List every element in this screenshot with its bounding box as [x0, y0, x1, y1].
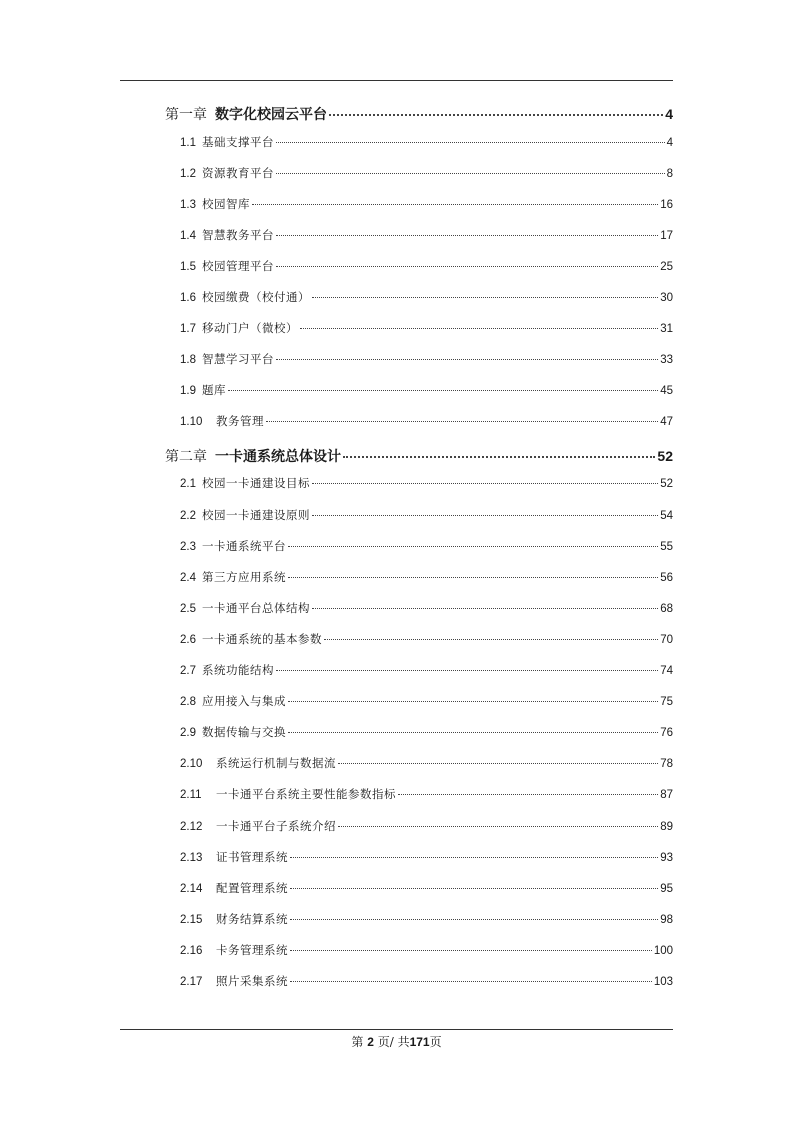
dot-leader — [276, 659, 658, 672]
dot-leader — [288, 565, 658, 578]
page-footer — [0, 1033, 793, 1050]
toc-section-entry[interactable] — [180, 568, 673, 585]
section-number: 2.17 — [180, 976, 203, 988]
page-number: 76 — [660, 727, 673, 740]
dot-leader — [276, 130, 665, 143]
toc-section-entry[interactable] — [180, 133, 673, 150]
toc-section-entry[interactable] — [180, 506, 673, 523]
chapter-label: 第一章 — [165, 107, 207, 123]
chapter-title: 一卡通系统总体设计 — [215, 448, 341, 465]
dot-leader — [290, 970, 652, 983]
dot-leader — [312, 503, 658, 516]
dot-leader — [300, 317, 658, 330]
toc-section-entry[interactable] — [180, 413, 673, 430]
dot-leader — [324, 627, 658, 640]
section-title: 移动门户（微校） — [202, 321, 298, 336]
section-title: 资源教育平台 — [202, 165, 274, 180]
section-number: 1.7 — [180, 323, 196, 336]
section-number: 2.8 — [180, 696, 196, 709]
section-number: 1.6 — [180, 292, 196, 304]
toc-section-entry[interactable] — [180, 475, 673, 492]
page-number: 33 — [660, 354, 673, 367]
page-number: 68 — [660, 602, 673, 615]
dot-leader — [288, 534, 658, 547]
section-number: 2.4 — [180, 571, 196, 584]
toc-chapter-entry[interactable] — [165, 445, 673, 466]
page-number: 4 — [666, 136, 673, 149]
toc-section-entry[interactable] — [180, 537, 673, 554]
toc-section-entry[interactable] — [180, 226, 673, 243]
page-number: 45 — [660, 385, 673, 398]
section-number: 1.5 — [180, 260, 196, 273]
page-number: 4 — [665, 106, 673, 122]
toc-section-entry[interactable] — [180, 786, 673, 803]
toc-section-entry[interactable] — [180, 257, 673, 274]
toc-section-entry[interactable] — [180, 164, 673, 181]
toc-section-entry[interactable] — [180, 817, 673, 834]
section-title: 校园缴费（校付通） — [202, 290, 310, 304]
toc-section-entry[interactable] — [180, 662, 673, 679]
page-number: 31 — [660, 323, 673, 336]
page-number: 55 — [660, 540, 673, 553]
dot-leader — [228, 379, 658, 392]
section-number: 2.6 — [180, 633, 196, 646]
section-title: 教务管理 — [216, 414, 264, 429]
chapter-label: 第二章 — [165, 448, 207, 465]
section-title: 校园一卡通建设目标 — [202, 476, 310, 491]
dot-leader — [288, 721, 658, 734]
toc-chapter-entry[interactable] — [165, 103, 673, 124]
toc-section-entry[interactable] — [180, 755, 673, 772]
toc-section-entry[interactable] — [180, 693, 673, 710]
section-number: 2.2 — [180, 509, 196, 522]
page-number: 8 — [666, 167, 673, 180]
dot-leader — [398, 783, 658, 796]
dot-leader — [276, 254, 658, 267]
page-number: 25 — [660, 260, 673, 273]
dot-leader — [276, 348, 658, 361]
section-number: 1.1 — [180, 136, 196, 149]
toc-section-entry[interactable] — [180, 724, 673, 741]
section-number: 2.1 — [180, 478, 196, 491]
section-title: 校园智库 — [202, 196, 250, 211]
footer-prefix: 第 — [351, 1035, 364, 1049]
page-number: 93 — [660, 851, 673, 864]
footer-suffix: 页 — [429, 1035, 442, 1049]
dot-leader — [276, 223, 658, 236]
page-number: 54 — [660, 509, 673, 522]
toc-section-entry[interactable] — [180, 879, 673, 896]
current-page-number: 2 — [367, 1035, 374, 1049]
footer-middle: 页/ 共 — [377, 1035, 410, 1049]
page-number: 56 — [660, 571, 673, 584]
section-title: 证书管理系统 — [216, 849, 288, 864]
page-number: 52 — [657, 447, 673, 464]
toc-section-entry[interactable] — [180, 941, 673, 958]
section-number: 1.8 — [180, 354, 196, 367]
header-rule — [120, 80, 673, 81]
section-number: 1.3 — [180, 198, 196, 211]
section-title: 题库 — [202, 383, 226, 398]
page-number: 16 — [660, 198, 673, 211]
page-number: 74 — [660, 665, 673, 677]
page-number: 87 — [660, 789, 673, 802]
section-number: 2.9 — [180, 727, 196, 740]
section-title: 校园一卡通建设原则 — [202, 507, 310, 522]
chapter-title: 数字化校园云平台 — [215, 107, 327, 123]
dot-leader — [290, 907, 658, 920]
page-number: 100 — [653, 944, 673, 957]
section-number: 2.15 — [180, 913, 203, 926]
toc-section-entry[interactable] — [180, 599, 673, 616]
page-number: 98 — [660, 913, 673, 926]
toc-section-entry[interactable] — [180, 630, 673, 647]
page-number: 52 — [660, 478, 673, 491]
section-number: 2.5 — [180, 602, 196, 615]
page-number: 75 — [660, 696, 673, 709]
section-number: 2.16 — [180, 944, 203, 957]
toc-section-entry[interactable] — [180, 351, 673, 368]
dot-leader — [290, 876, 658, 889]
section-title: 数据传输与交换 — [202, 725, 286, 740]
section-title: 基础支撑平台 — [202, 134, 274, 149]
dot-leader — [338, 814, 658, 827]
toc-section-entry[interactable] — [180, 848, 673, 865]
total-pages: 171 — [409, 1035, 430, 1049]
toc-section-entry[interactable] — [180, 382, 673, 399]
section-number: 2.3 — [180, 540, 196, 553]
toc-section-entry[interactable] — [180, 973, 673, 990]
page-number: 17 — [660, 229, 673, 242]
toc-section-entry[interactable] — [180, 910, 673, 927]
page-number: 70 — [660, 633, 673, 646]
section-number: 2.12 — [180, 820, 203, 833]
dot-leader — [290, 938, 652, 951]
dot-leader — [276, 161, 665, 174]
section-title: 照片采集系统 — [216, 974, 288, 988]
section-title: 第三方应用系统 — [202, 569, 286, 584]
dot-leader — [266, 410, 658, 423]
section-number: 1.10 — [180, 416, 203, 429]
section-title: 校园管理平台 — [202, 258, 274, 273]
page-number: 30 — [660, 292, 673, 304]
dot-leader — [343, 442, 655, 458]
dot-leader — [288, 690, 658, 703]
section-title: 系统功能结构 — [202, 663, 274, 677]
section-title: 一卡通系统平台 — [202, 538, 286, 553]
page-number: 89 — [660, 820, 673, 833]
section-title: 应用接入与集成 — [202, 694, 286, 709]
section-title: 一卡通系统的基本参数 — [202, 631, 322, 646]
toc-section-entry[interactable] — [180, 195, 673, 212]
section-number: 1.9 — [180, 385, 196, 398]
section-number: 2.11 — [180, 789, 202, 802]
section-number: 2.14 — [180, 882, 203, 895]
page-number: 78 — [660, 758, 673, 771]
section-title: 一卡通平台子系统介绍 — [216, 818, 336, 833]
dot-leader — [312, 596, 658, 609]
section-title: 智慧教务平台 — [202, 227, 274, 242]
page-number: 103 — [653, 976, 673, 988]
section-title: 系统运行机制与数据流 — [216, 756, 336, 771]
toc-section-entry[interactable] — [180, 320, 673, 337]
section-title: 一卡通平台系统主要性能参数指标 — [216, 787, 396, 802]
dot-leader — [312, 286, 658, 299]
dot-leader — [329, 100, 663, 116]
section-number: 1.2 — [180, 167, 196, 180]
section-title: 智慧学习平台 — [202, 352, 274, 367]
dot-leader — [312, 472, 658, 485]
dot-leader — [252, 192, 658, 205]
section-title: 一卡通平台总体结构 — [202, 600, 310, 615]
section-number: 1.4 — [180, 229, 196, 242]
dot-leader — [290, 845, 658, 858]
section-title: 财务结算系统 — [216, 911, 288, 926]
section-number: 2.10 — [180, 758, 203, 771]
footer-rule — [120, 1029, 673, 1030]
toc-section-entry[interactable] — [180, 289, 673, 306]
section-title: 卡务管理系统 — [216, 942, 288, 957]
section-number: 2.13 — [180, 851, 203, 864]
section-title: 配置管理系统 — [216, 880, 288, 895]
dot-leader — [338, 752, 658, 765]
section-number: 2.7 — [180, 665, 196, 677]
page-number: 47 — [660, 416, 673, 429]
page-number: 95 — [660, 882, 673, 895]
